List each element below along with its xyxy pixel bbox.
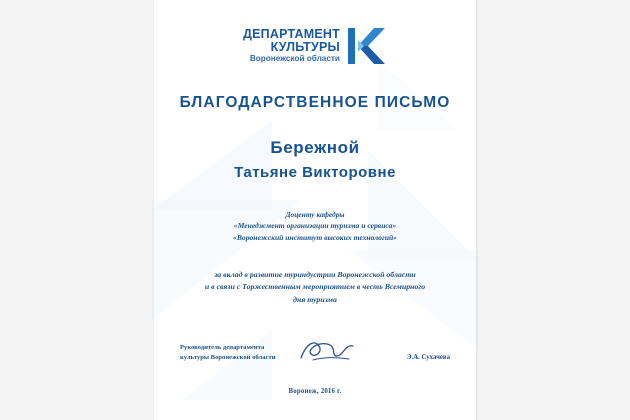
certificate-sheet (152, 0, 478, 420)
signature-block (152, 336, 478, 362)
k-monogram-icon (347, 26, 387, 66)
logo-text (243, 28, 340, 64)
signer-role (180, 343, 285, 362)
reason-line-3: дня туризма (293, 294, 337, 304)
position-line-3: «Воронежский институт высоких технологий» (233, 232, 397, 242)
recipient-given-name: Татьяне Викторовне (234, 164, 396, 181)
recipient-name (152, 138, 478, 181)
sheet-shadow-left (152, 0, 154, 420)
recipient-position (152, 209, 478, 243)
logo-line-3: Воронежской области (249, 54, 340, 64)
position-line-1: Доценту кафедры (285, 210, 345, 219)
photo-right-margin (478, 0, 630, 420)
department-logo (152, 0, 478, 66)
position-line-2: «Менеджмент организации туризма и сервиса» (233, 221, 397, 231)
logo-line-2: КУЛЬТУРЫ (270, 40, 340, 55)
page-title: БЛАГОДАРСТВЕННОЕ ПИСЬМО (179, 94, 451, 111)
photo-left-margin (0, 0, 152, 420)
sheet-shadow-right (476, 0, 478, 420)
reason-line-2: и в связи с Торжественным мероприятием в честь Всемирного (204, 282, 426, 292)
handwritten-signature-icon (293, 336, 363, 362)
recipient-surname: Бережной (270, 138, 360, 157)
reason-line-1: за вклад в развитие туриндустрии Воронежской области (214, 269, 416, 279)
signer-role-line-2: культуры Воронежской области (180, 353, 276, 361)
signer-name: Э.А. Сухачева (406, 354, 450, 362)
logo-line-1: ДЕПАРТАМЕНТ (243, 27, 340, 42)
award-reason (152, 269, 478, 306)
place-and-date: Воронеж, 2016 г. (288, 388, 342, 396)
signer-role-line-1: Руководитель департамента (180, 344, 265, 352)
